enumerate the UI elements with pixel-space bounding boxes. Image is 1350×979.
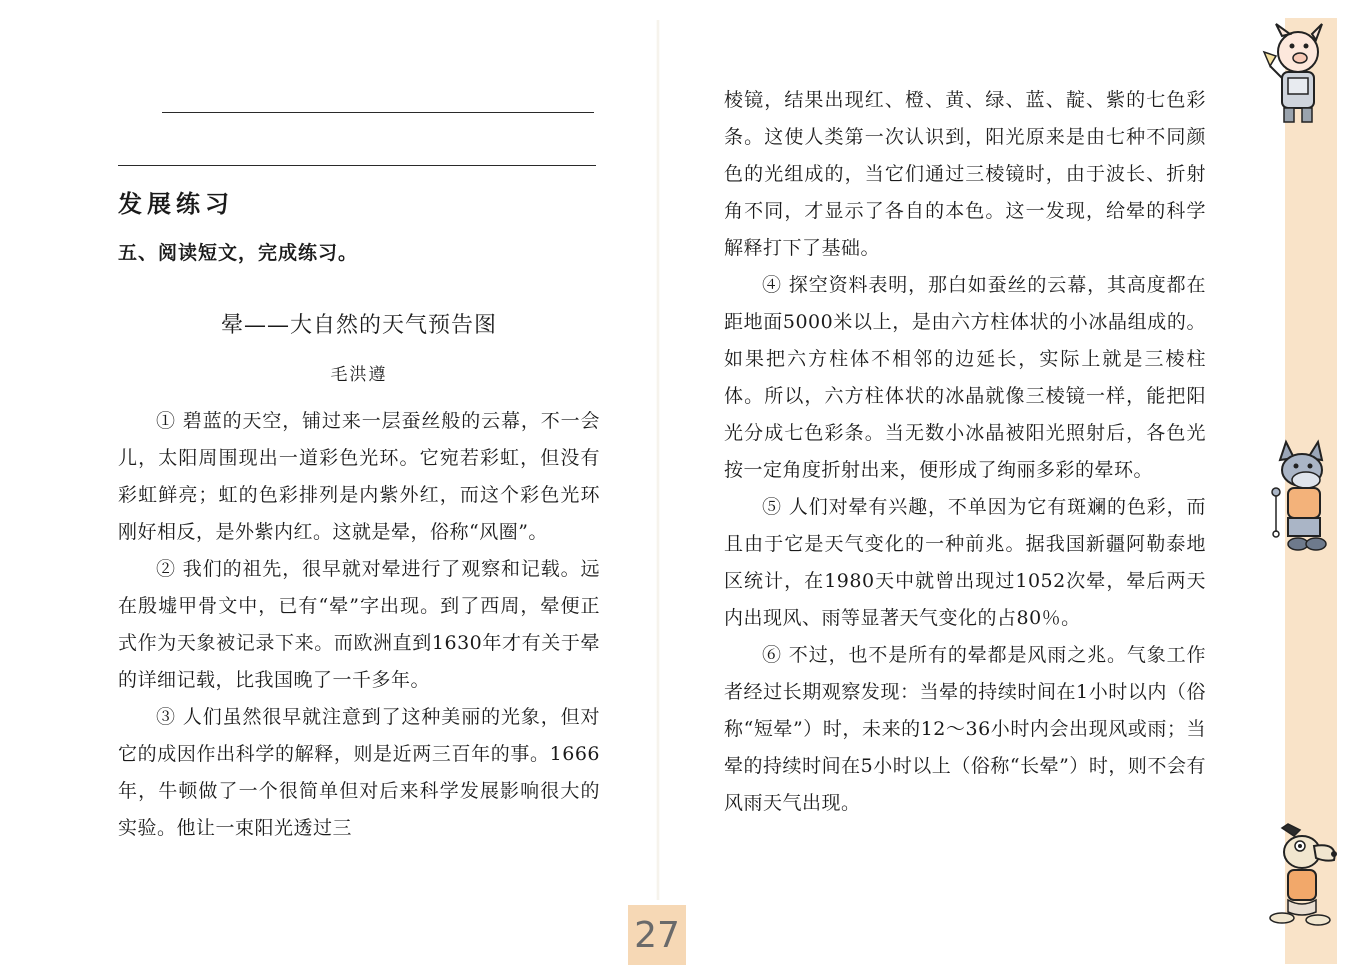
dog-mascot-icon	[1268, 822, 1346, 928]
paragraph: ④ 探空资料表明，那白如蚕丝的云幕，其高度都在距地面5000米以上，是由六方柱体状的小冰晶组成的。如果把六方柱体不相邻的边延长，实际上就是三棱柱体。所以，六方柱体状的冰晶就像三棱镜一样，能把阳光分成七色彩条。当无数小冰晶被阳光照射后，各色光按一定角度折射出来，便形成了绚丽多彩的晕环。	[724, 274, 1206, 481]
right-article-body	[724, 82, 1206, 822]
article-title: 晕——大自然的天气预告图	[220, 313, 497, 338]
paragraph: ① 碧蓝的天空，铺过来一层蚕丝般的云幕，不一会儿，太阳周围现出一道彩色光环。它宛若彩虹，但没有彩虹鲜亮；虹的色彩排列是内紫外红，而这个彩色光环刚好相反，是外紫内红。这就是晕，俗称“风圈”。	[118, 410, 600, 543]
answer-line	[118, 165, 596, 166]
paragraph: 棱镜，结果出现红、橙、黄、绿、蓝、靛、紫的七色彩条。这使人类第一次认识到，阳光原来是由七种不同颜色的光组成的，当它们通过三棱镜时，由于波长、折射角不同，才显示了各自的本色。这一发现，给晕的科学解释打下了基础。	[724, 89, 1206, 259]
paragraph: ⑥ 不过，也不是所有的晕都是风雨之兆。气象工作者经过长期观察发现：当晕的持续时间在1小时以内（俗称“短晕”）时，未来的12～36小时内会出现风或雨；当晕的持续时间在5小时以上（俗称“长晕”）时，则不会有风雨天气出现。	[724, 644, 1206, 814]
section-title: 发展练习	[118, 190, 234, 218]
left-page	[118, 0, 600, 979]
answer-line	[162, 112, 594, 113]
page-number: 27	[628, 905, 686, 965]
paragraph: ⑤ 人们对晕有兴趣，不单因为它有斑斓的色彩，而且由于它是天气变化的一种前兆。据我国新疆阿勒泰地区统计，在1980天中就曾出现过1052次晕，晕后两天内出现风、雨等显著天气变化的占80％。	[724, 496, 1206, 629]
book-gutter	[656, 20, 660, 900]
left-article-body	[118, 403, 600, 847]
wolf-mascot-icon	[1266, 436, 1346, 556]
exercise-instruction: 五、阅读短文，完成练习。	[118, 242, 359, 264]
paragraph: ② 我们的祖先，很早就对晕进行了观察和记载。远在殷墟甲骨文中，已有“晕”字出现。到了西周，晕便正式作为天象被记录下来。而欧洲直到1630年才有关于晕的详细记载，比我国晚了一千多年。	[118, 558, 600, 691]
article-author: 毛洪遵	[330, 365, 388, 385]
pig-mascot-icon	[1256, 22, 1336, 126]
paragraph: ③ 人们虽然很早就注意到了这种美丽的光象，但对它的成因作出科学的解释，则是近两三百年的事。1666年，牛顿做了一个很简单但对后来科学发展影响很大的实验。他让一束阳光透过三	[118, 706, 600, 839]
